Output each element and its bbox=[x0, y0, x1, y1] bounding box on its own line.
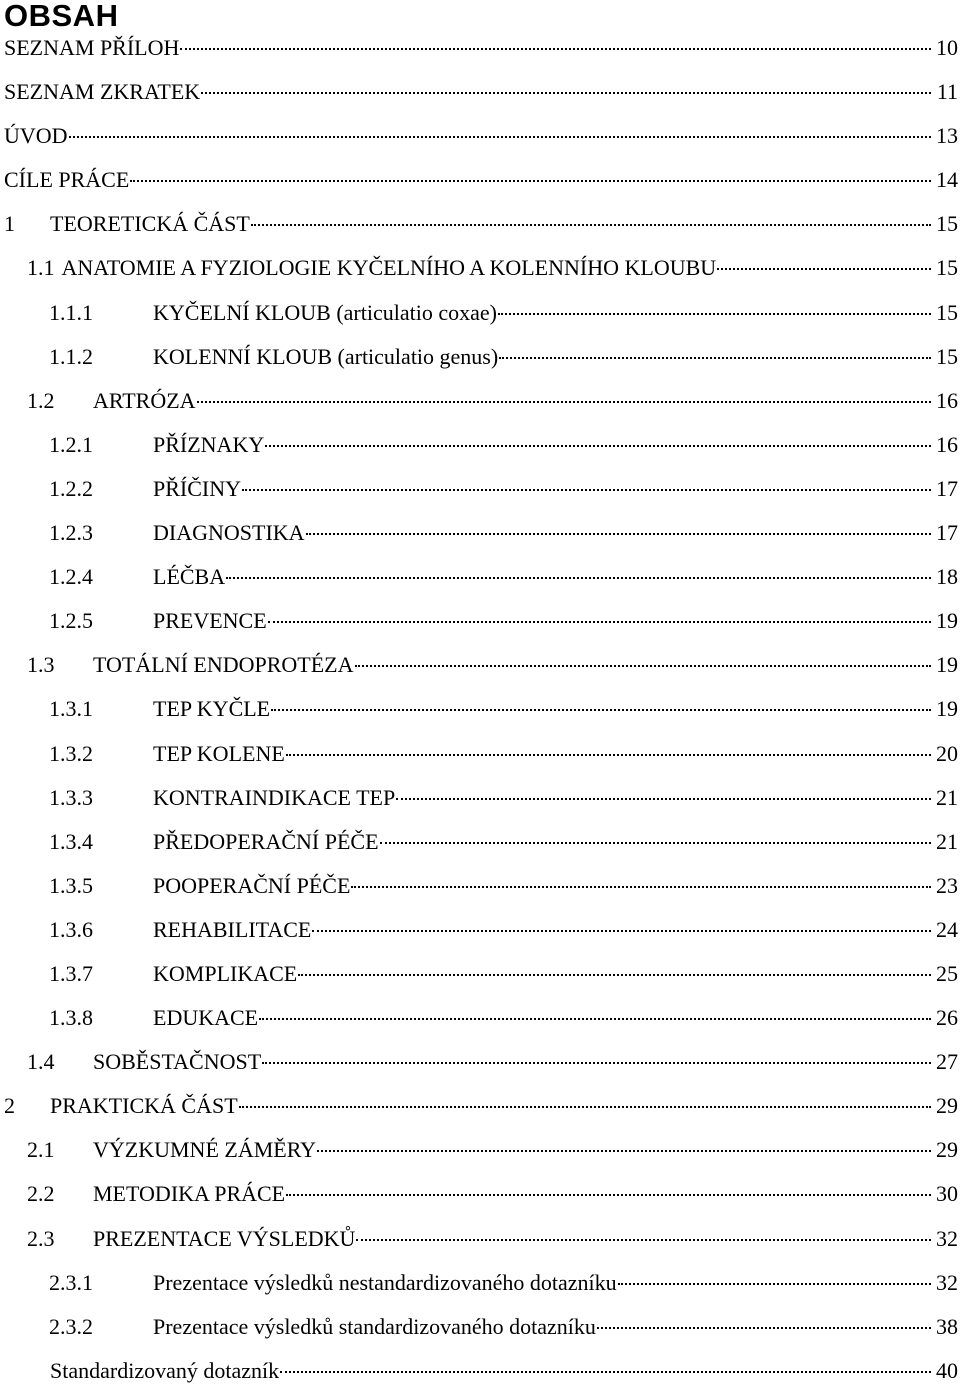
toc-entry-title: TEP KYČLE bbox=[153, 696, 271, 722]
toc-entry[interactable] bbox=[0, 511, 960, 555]
dot-leader bbox=[262, 1040, 931, 1064]
dot-leader bbox=[130, 158, 931, 182]
toc-entry[interactable] bbox=[0, 864, 960, 908]
toc-entry[interactable] bbox=[0, 1217, 960, 1261]
toc-entry-page-number: 15 bbox=[936, 343, 958, 369]
toc-entry-page-number: 25 bbox=[936, 960, 958, 986]
toc-entry-page-number: 15 bbox=[936, 255, 958, 281]
toc-entry[interactable] bbox=[0, 423, 960, 467]
toc-entry-title: TEP KOLENE bbox=[153, 740, 285, 766]
toc-entry[interactable] bbox=[0, 555, 960, 599]
toc-entry-title: PREVENCE bbox=[153, 608, 267, 634]
dot-leader bbox=[268, 599, 931, 623]
toc-entry-number: 1.3.8 bbox=[49, 1005, 93, 1031]
toc-entry[interactable] bbox=[0, 1349, 960, 1393]
toc-entry-title: KOMPLIKACE bbox=[153, 960, 298, 986]
toc-entry[interactable] bbox=[0, 291, 960, 335]
toc-entry-title: SEZNAM PŘÍLOH bbox=[4, 35, 180, 60]
toc-entry-number: 1.3.7 bbox=[49, 960, 93, 986]
toc-entry-title: LÉČBA bbox=[153, 564, 226, 590]
toc-entry-page-number: 32 bbox=[936, 1269, 958, 1295]
dot-leader bbox=[499, 335, 931, 359]
toc-entry-title: SEZNAM ZKRATEK bbox=[4, 79, 201, 105]
toc-entry-page-number: 21 bbox=[936, 828, 958, 854]
dot-leader bbox=[618, 1261, 931, 1285]
toc-entry-number: 1.2.3 bbox=[49, 520, 93, 546]
toc-entry-page-number: 11 bbox=[936, 79, 958, 105]
toc-entry-page-number: 18 bbox=[936, 564, 958, 590]
dot-leader bbox=[271, 687, 931, 711]
toc-entry-page-number: 40 bbox=[936, 1357, 958, 1383]
dot-leader bbox=[197, 379, 931, 403]
toc-entry[interactable] bbox=[0, 70, 960, 114]
toc-entry[interactable] bbox=[0, 1305, 960, 1349]
toc-entry-page-number: 19 bbox=[936, 696, 958, 722]
toc-entry-page-number: 32 bbox=[936, 1225, 958, 1251]
toc-entry[interactable] bbox=[0, 1172, 960, 1216]
toc-entry[interactable] bbox=[0, 732, 960, 776]
toc-entry[interactable] bbox=[0, 1084, 960, 1128]
toc-entry-number: 1.3 bbox=[27, 652, 55, 678]
toc-entry-number: 1.4 bbox=[27, 1049, 55, 1075]
toc-entry-page-number: 26 bbox=[936, 1005, 958, 1031]
toc-entry-title: KONTRAINDIKACE TEP bbox=[153, 784, 396, 810]
toc-entry-number: 1.2.5 bbox=[49, 608, 93, 634]
toc-entry[interactable] bbox=[0, 467, 960, 511]
toc-entry[interactable] bbox=[0, 26, 960, 70]
toc-entry[interactable] bbox=[0, 1128, 960, 1172]
toc-entry-page-number: 16 bbox=[936, 387, 958, 413]
dot-leader bbox=[259, 996, 931, 1020]
toc-entry-number: 1.2.2 bbox=[49, 475, 93, 501]
toc-entry[interactable] bbox=[0, 246, 960, 290]
toc-heading: OBSAH bbox=[4, 0, 119, 33]
toc-entry-title: Standardizovaný dotazník bbox=[50, 1357, 280, 1383]
toc-entry[interactable] bbox=[0, 599, 960, 643]
toc-entry-page-number: 13 bbox=[936, 123, 958, 149]
toc-entry-title: PŘEDOPERAČNÍ PÉČE bbox=[153, 828, 379, 854]
toc-entry-page-number: 17 bbox=[936, 475, 958, 501]
toc-entry-title: TEORETICKÁ ČÁST bbox=[50, 211, 250, 237]
toc-entry[interactable] bbox=[0, 379, 960, 423]
toc-entry-page-number: 19 bbox=[936, 652, 958, 678]
toc-entry-title: ÚVOD bbox=[4, 123, 68, 149]
dot-leader bbox=[69, 114, 931, 138]
toc-entry-number: 2.3 bbox=[27, 1225, 55, 1251]
toc-entry-number: 1.3.2 bbox=[49, 740, 93, 766]
dot-leader bbox=[265, 423, 931, 447]
toc-entry-number: 2.1 bbox=[27, 1137, 55, 1163]
dot-leader bbox=[242, 467, 931, 491]
dot-leader bbox=[201, 70, 931, 94]
toc-entry-number: 1 bbox=[4, 211, 15, 237]
toc-entry-title: KYČELNÍ KLOUB (articulatio coxae) bbox=[153, 299, 497, 325]
dot-leader bbox=[498, 291, 931, 315]
toc-entry-title: Prezentace výsledků standardizovaného dotazníku bbox=[153, 1313, 596, 1339]
toc-entry-title: VÝZKUMNÉ ZÁMĚRY bbox=[93, 1137, 317, 1163]
dot-leader bbox=[306, 511, 931, 535]
toc-entry-number: 1.3.6 bbox=[49, 916, 93, 942]
dot-leader bbox=[597, 1305, 931, 1329]
toc-entry-title: SOBĚSTAČNOST bbox=[93, 1049, 262, 1075]
toc-entry-page-number: 38 bbox=[936, 1313, 958, 1339]
dot-leader bbox=[251, 202, 931, 226]
toc-entry-number: 1.2.4 bbox=[49, 564, 93, 590]
toc-entry-title: CÍLE PRÁCE bbox=[4, 167, 130, 193]
toc-entry-number: 1.3.5 bbox=[49, 872, 93, 898]
toc-entry[interactable] bbox=[0, 996, 960, 1040]
toc-entry-title: TOTÁLNÍ ENDOPROTÉZA bbox=[93, 652, 354, 678]
toc-entry-page-number: 27 bbox=[936, 1049, 958, 1075]
toc-entry-title: PRAKTICKÁ ČÁST bbox=[50, 1093, 238, 1119]
toc-entry-number: 1.3.3 bbox=[49, 784, 93, 810]
toc-entry-page-number: 15 bbox=[936, 299, 958, 325]
toc-entry-number: 1.1 bbox=[27, 255, 55, 281]
toc-entry[interactable] bbox=[0, 1040, 960, 1084]
toc-entry-number: 1.1.2 bbox=[49, 343, 93, 369]
toc-entry-title: EDUKACE bbox=[153, 1005, 259, 1031]
toc-entry-title: KOLENNÍ KLOUB (articulatio genus) bbox=[153, 343, 499, 369]
toc-entry[interactable] bbox=[0, 952, 960, 996]
toc-entry[interactable] bbox=[0, 643, 960, 687]
dot-leader bbox=[298, 952, 931, 976]
table-of-contents bbox=[0, 26, 960, 1393]
toc-entry-page-number: 29 bbox=[936, 1137, 958, 1163]
toc-entry[interactable] bbox=[0, 687, 960, 731]
toc-entry-title: Prezentace výsledků nestandardizovaného dotazníku bbox=[153, 1269, 617, 1295]
toc-entry-number: 2.3.1 bbox=[49, 1269, 93, 1295]
toc-entry[interactable] bbox=[0, 820, 960, 864]
toc-entry-title: PŘÍZNAKY bbox=[153, 431, 265, 457]
toc-entry[interactable] bbox=[0, 202, 960, 246]
dot-leader bbox=[356, 1217, 931, 1241]
dot-leader bbox=[396, 776, 931, 800]
dot-leader bbox=[286, 732, 931, 756]
toc-entry-page-number: 23 bbox=[936, 872, 958, 898]
toc-entry-page-number: 21 bbox=[936, 784, 958, 810]
toc-entry-page-number: 20 bbox=[936, 740, 958, 766]
toc-entry[interactable] bbox=[0, 908, 960, 952]
toc-entry-number: 1.1.1 bbox=[49, 299, 93, 325]
toc-entry-number: 1.3.4 bbox=[49, 828, 93, 854]
toc-entry-page-number: 17 bbox=[936, 520, 958, 546]
dot-leader bbox=[380, 820, 931, 844]
dot-leader bbox=[351, 864, 931, 888]
toc-entry[interactable] bbox=[0, 776, 960, 820]
toc-entry-number: 2.2 bbox=[27, 1181, 55, 1207]
toc-entry[interactable] bbox=[0, 1261, 960, 1305]
toc-entry-page-number: 16 bbox=[936, 431, 958, 457]
toc-entry-page-number: 15 bbox=[936, 211, 958, 237]
toc-entry[interactable] bbox=[0, 335, 960, 379]
toc-entry-number: 1.3.1 bbox=[49, 696, 93, 722]
dot-leader bbox=[355, 643, 931, 667]
toc-entry-number: 2.3.2 bbox=[49, 1313, 93, 1339]
toc-entry-page-number: 24 bbox=[936, 916, 958, 942]
toc-entry-page-number: 19 bbox=[936, 608, 958, 634]
toc-entry-title: ANATOMIE A FYZIOLOGIE KYČELNÍHO A KOLENNÍHO KLOUBU bbox=[61, 255, 717, 281]
dot-leader bbox=[717, 246, 931, 270]
dot-leader bbox=[239, 1084, 931, 1108]
toc-entry-number: 1.2.1 bbox=[49, 431, 93, 457]
toc-entry[interactable] bbox=[0, 114, 960, 158]
dot-leader bbox=[226, 555, 931, 579]
toc-entry-title: ARTRÓZA bbox=[93, 387, 196, 413]
toc-entry-title: DIAGNOSTIKA bbox=[153, 520, 305, 546]
toc-entry-page-number: 30 bbox=[936, 1181, 958, 1207]
dot-leader bbox=[280, 1349, 931, 1373]
toc-entry-page-number: 29 bbox=[936, 1093, 958, 1119]
toc-entry-title: REHABILITACE bbox=[153, 916, 312, 942]
toc-entry-number: 1.2 bbox=[27, 387, 55, 413]
toc-entry-title: METODIKA PRÁCE bbox=[93, 1181, 286, 1207]
toc-entry-title: PŘÍČINY bbox=[153, 475, 242, 501]
toc-entry-title: PREZENTACE VÝSLEDKŮ bbox=[93, 1225, 356, 1251]
dot-leader bbox=[286, 1172, 931, 1196]
toc-entry-page-number: 10 bbox=[936, 35, 958, 60]
toc-entry-title: POOPERAČNÍ PÉČE bbox=[153, 872, 351, 898]
dot-leader bbox=[312, 908, 931, 932]
dot-leader bbox=[317, 1128, 931, 1152]
toc-entry-page-number: 14 bbox=[936, 167, 958, 193]
toc-entry[interactable] bbox=[0, 158, 960, 202]
toc-entry-number: 2 bbox=[4, 1093, 15, 1119]
dot-leader bbox=[180, 26, 931, 50]
